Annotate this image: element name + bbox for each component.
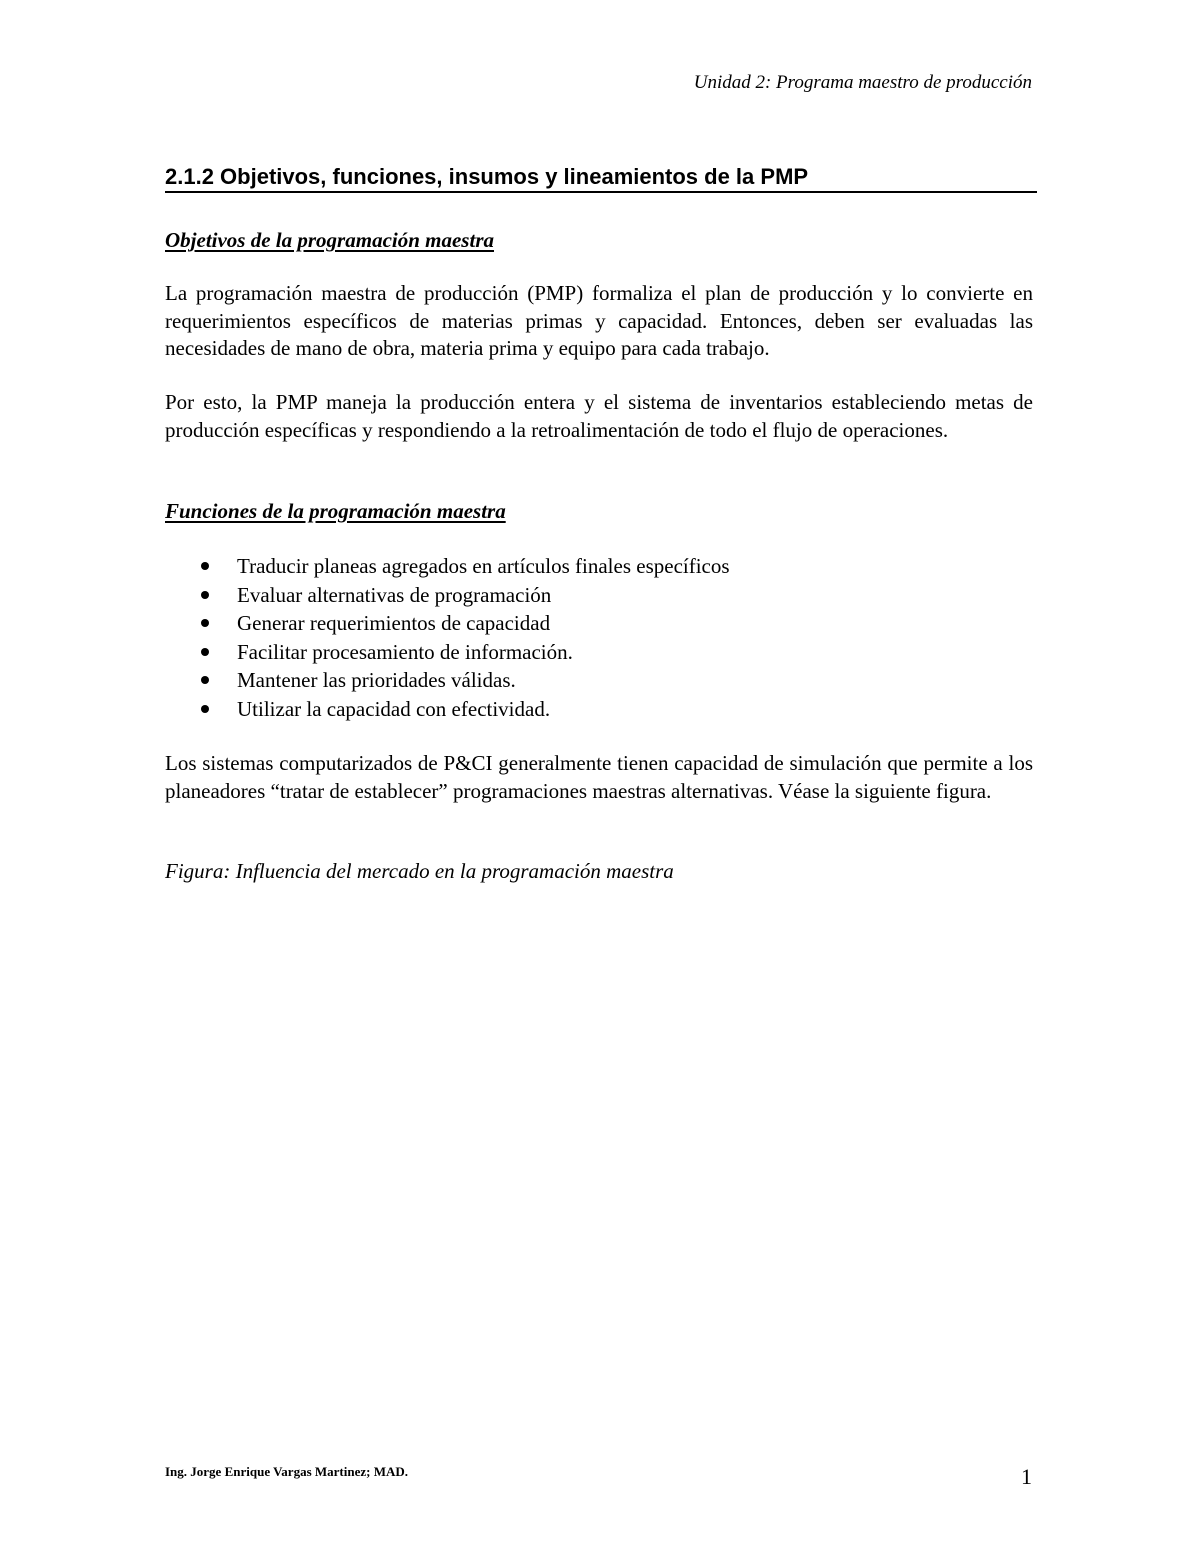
list-item-text: Generar requerimientos de capacidad — [237, 611, 551, 636]
bullet-icon — [201, 591, 209, 599]
bullet-icon — [201, 619, 209, 627]
list-item-text: Utilizar la capacidad con efectividad. — [237, 696, 551, 721]
list-item-text: Facilitar procesamiento de información. — [237, 639, 573, 664]
funciones-list — [165, 552, 730, 724]
bullet-icon — [201, 648, 209, 656]
list-item-text: Evaluar alternativas de programación — [237, 582, 552, 607]
funciones-heading: Funciones de la programación maestra — [165, 499, 506, 523]
list-item — [165, 638, 730, 667]
list-item — [165, 552, 730, 581]
running-header: Unidad 2: Programa maestro de producción — [693, 72, 1032, 93]
list-item — [165, 609, 730, 638]
page-number: 1 — [1021, 1464, 1032, 1489]
section-title: 2.1.2 Objetivos, funciones, insumos y lineamientos de la PMP — [165, 163, 1037, 193]
objetivos-paragraph-2: Por esto, la PMP maneja la producción entera y el sistema de inventarios estableciendo metas de producción específicas y respondiendo a la retroalimentación de todo el flujo de operaciones. — [165, 390, 1033, 442]
list-item — [165, 581, 730, 610]
bullet-icon — [201, 676, 209, 684]
funciones-closing-paragraph: Los sistemas computarizados de P&CI generalmente tienen capacidad de simulación que permite a los planeadores “tratar de establecer” programaciones maestras alternativas. Véase la siguiente figura. — [165, 751, 1033, 803]
objetivos-paragraph-1: La programación maestra de producción (PMP) formaliza el plan de producción y lo convierte en requerimientos específicos de materias primas y capacidad. Entonces, deben ser evaluadas las necesidades de mano de obra, materia prima y equipo para cada trabajo. — [165, 281, 1033, 360]
bullet-icon — [201, 705, 209, 713]
list-item-text: Traducir planeas agregados en artículos finales específicos — [237, 554, 730, 578]
objetivos-heading: Objetivos de la programación maestra — [165, 228, 494, 252]
footer-author: Ing. Jorge Enrique Vargas Martinez; MAD. — [165, 1464, 409, 1479]
bullet-icon — [201, 562, 209, 570]
list-item-text: Mantener las prioridades válidas. — [237, 668, 516, 693]
figure-caption: Figura: Influencia del mercado en la programación maestra — [165, 859, 674, 883]
list-item — [165, 666, 730, 695]
list-item — [165, 695, 730, 724]
